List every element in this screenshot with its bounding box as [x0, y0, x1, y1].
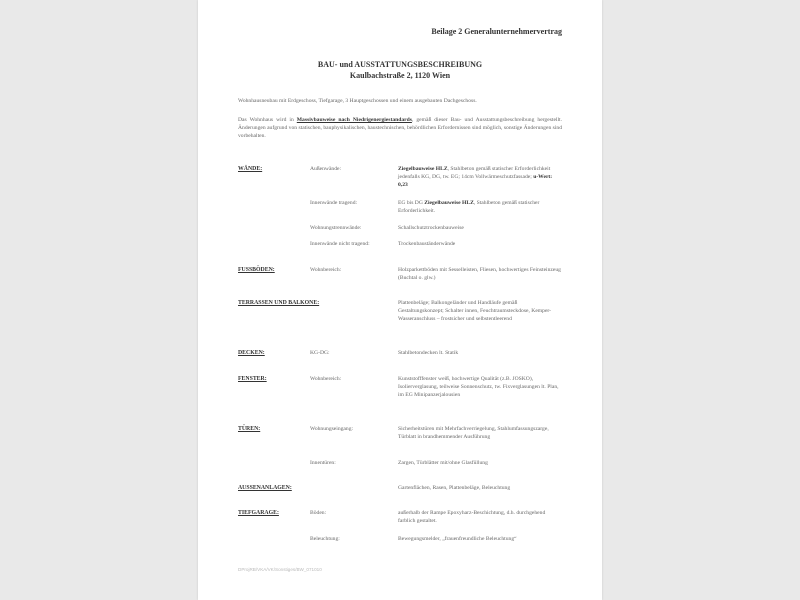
row-description: Plattenbeläge; Balkongeländer und Handläufe gemäß Gestaltungskonzept; Schalter innen, Feuchtraumsteckdose, Kemper-Wasseranschluss – frostsicher und selbstentleerend: [398, 300, 552, 322]
section-heading: FUSSBÖDEN:: [238, 267, 275, 273]
row-description: Sicherheitstüren mit Mehrfachverriegelung, Stahlumfassungszarge, Türblatt in brandhemmender Ausführung: [398, 426, 549, 440]
attachment-label: Beilage 2 Generalunternehmervertrag: [431, 27, 562, 36]
section-heading: TIEFGARAGE:: [238, 510, 279, 516]
row-label: Innentüren:: [310, 460, 336, 466]
document-title: [198, 59, 602, 81]
row-description: Zargen, Türblätter mit/ohne Glasfüllung: [398, 460, 488, 466]
row-description: außerhalb der Rampe Epoxyharz-Beschichtung, d.h. durchgehend farblich gestaltet.: [398, 510, 546, 524]
section-heading: FENSTER:: [238, 376, 267, 382]
row-description: Holzparkettböden mit Sesselleisten, Fliesen, hochwertiges Feinsteinzeug (Buchtal o. glw.): [398, 267, 561, 281]
row-label: KG-DG:: [310, 350, 330, 356]
row-description: Schallschutztrockenbauweise: [398, 225, 464, 231]
row-label: Böden:: [310, 510, 327, 516]
section-heading: TÜREN:: [238, 426, 261, 432]
row-label: Wohnungseingang:: [310, 426, 354, 432]
file-path-footer: DProjRB/VKA/VK/Sonstiges/BW_071010: [238, 567, 322, 572]
row-description: Stahlbetondecken lt. Statik: [398, 350, 459, 356]
title-line-2: Kaulbachstraße 2, 1120 Wien: [349, 71, 451, 80]
intro-paragraph-2: Das Wohnhaus wird in Massivbauweise nach Niedrigenergiestandards, gemäß dieser Bau- und Ausstattungsbeschreibung hergestellt. Änderungen aufgrund von statischen, bauphysikalischen, haustechnischen, behördlichen Erfordernissen sind möglich, sonstige Änderungen sind vorbehalten.: [238, 117, 562, 139]
document-page: [198, 0, 602, 600]
row-label: Beleuchtung:: [310, 536, 340, 542]
row-description: EG bis DG Ziegelbauweise HLZ, Stahlbeton gemäß statischer Erforderlichkeit.: [398, 200, 540, 214]
title-line-1: BAU- und AUSSTATTUNGSBESCHREIBUNG: [317, 60, 483, 69]
section-heading: DECKEN:: [238, 350, 265, 356]
row-label: Innenwände tragend:: [310, 200, 358, 206]
row-description: Kunststofffenster weiß, hochwertige Qualität (z.B. JOSKO), Isolierverglasung, teilweise Sonnenschutz, tw. Fixverglasungen lt. Plan, im EG Minipanzerjalousien: [398, 376, 559, 398]
section-heading: WÄNDE:: [238, 166, 263, 172]
row-label: Innenwände nicht tragend:: [310, 241, 370, 247]
row-description: Gartenflächen, Rasen, Plattenbeläge, Beleuchtung: [398, 485, 511, 491]
row-label: Wohnbereich:: [310, 267, 342, 273]
section-heading: TERRASSEN UND BALKONE:: [238, 300, 320, 306]
row-label: Wohnbereich:: [310, 376, 342, 382]
row-description: Bewegungsmelder, „frauenfreundliche Beleuchtung“: [398, 536, 517, 542]
row-label: Wohnungstrennwände:: [310, 225, 362, 231]
row-description: Ziegelbauweise HLZ, Stahlbeton gemäß statischer Erforderlichkeit jedenfalls KG, DG, tw. EG; 14cm Vollwärmeschutzfassade; u-Wert: 0,23: [398, 166, 553, 188]
intro-paragraph-1: Wohnhausneubau mit Erdgeschoss, Tiefgarage, 3 Hauptgeschossen und einem ausgebauten Dachgeschoss.: [238, 98, 477, 104]
section-heading: AUSSENANLAGEN:: [238, 485, 292, 491]
construction-method: Massivbauweise nach Niedrigenergiestandards: [296, 117, 412, 123]
row-description: Trockenbauständerwände: [398, 241, 456, 247]
row-label: Außenwände:: [310, 166, 342, 172]
